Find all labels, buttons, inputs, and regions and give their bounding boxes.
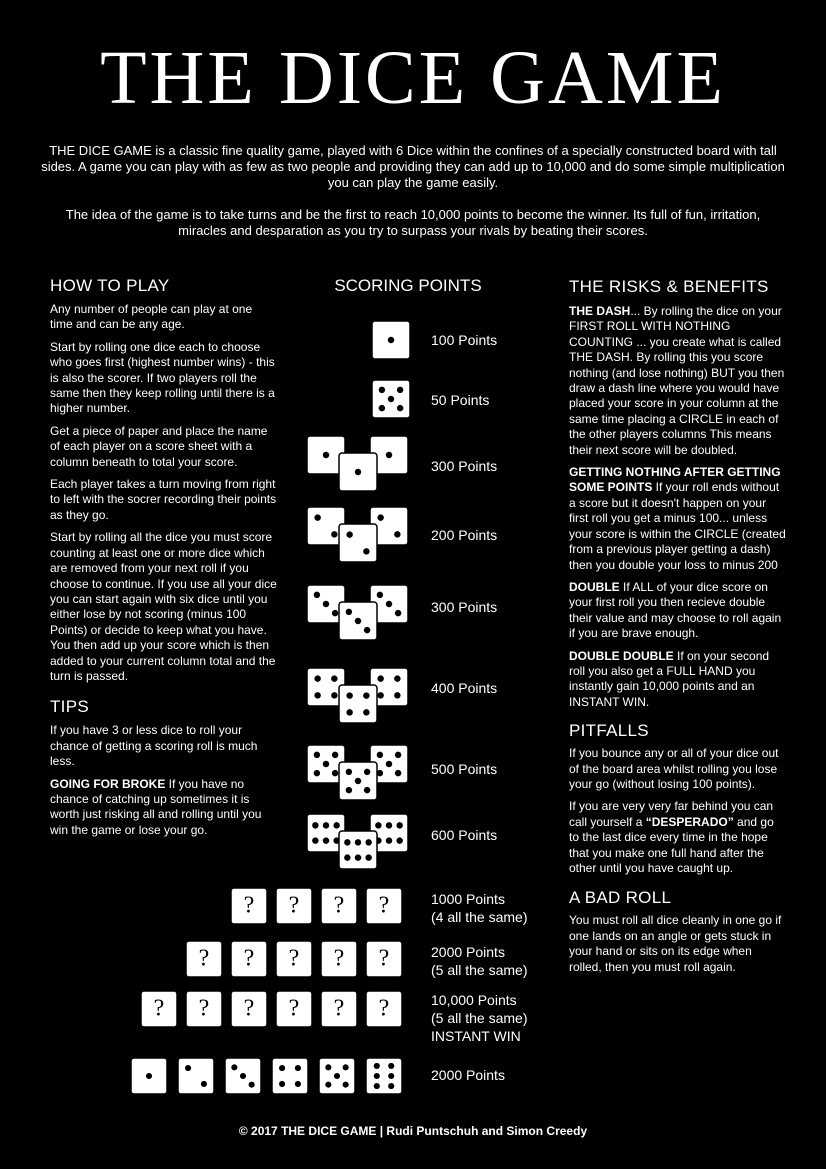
footer-copyright: © 2017 THE DICE GAME | Rudi Puntschuh and Simon Creedy xyxy=(238,1124,588,1138)
question-die-5-4 xyxy=(366,941,402,977)
die-pip xyxy=(364,769,370,775)
die-pip xyxy=(355,469,361,475)
straight-die-1 xyxy=(131,1058,167,1094)
die-pip xyxy=(386,601,392,607)
intro-paragraph-1: THE DICE GAME is a classic fine quality game, played with 6 Dice within the confines of a specially constructed board with tall sides. A game you can play with as few as two people and providing they can add up to 10,000 and do some simple multiplication you can play the game easily. xyxy=(41,143,785,190)
die-pip xyxy=(395,770,401,776)
die-pip xyxy=(355,778,361,784)
straight-die-3 xyxy=(225,1058,261,1094)
points-2000-note: (5 all the same) xyxy=(431,962,528,978)
die-pip xyxy=(314,752,320,758)
die-pip xyxy=(394,675,400,681)
die-pip xyxy=(397,405,403,411)
question-mark: ? xyxy=(333,892,345,919)
die-pip xyxy=(240,1073,246,1079)
die-pip xyxy=(279,1081,285,1087)
die-pip xyxy=(346,787,352,793)
die-pip xyxy=(395,752,401,758)
points-label-2000-straight: 2000 Points xyxy=(431,1067,505,1083)
page-title: THE DICE GAME xyxy=(100,36,726,120)
question-die-4-2 xyxy=(321,888,357,924)
straight-die-4 xyxy=(272,1058,308,1094)
die-pip xyxy=(323,761,329,767)
how-to-play-p5: Start by rolling all the dice you must score counting at least one or more dice which are removed from your next roll if you choose to continue. If you use all your dice you can start again with six dice until you either lose by not scoring (minus 100 Points) or decide to keep what you have. You then add up your score which is then added to your current column total and the turn is passed. xyxy=(50,530,277,683)
pitfalls-heading: PITFALLS xyxy=(569,721,649,741)
double-double-paragraph xyxy=(569,649,787,711)
points-label-300: 300 Points xyxy=(431,599,498,615)
die-pip xyxy=(363,692,369,698)
die-pip xyxy=(355,854,361,860)
question-mark: ? xyxy=(243,892,255,919)
die-pip xyxy=(395,610,401,616)
die-pip xyxy=(388,1073,394,1079)
die-pip xyxy=(314,592,320,598)
die-pip xyxy=(279,1065,285,1071)
bad-roll-p1: You must roll all dice cleanly in one go if one lands on an angle or gets stuck in your hand or sits on its edge when rolled, then you must roll again. xyxy=(569,913,782,974)
die-pip xyxy=(332,752,338,758)
question-die-6-4 xyxy=(321,991,357,1027)
die-pip xyxy=(344,854,350,860)
getting-nothing-label: GETTING NOTHING AFTER GETTING SOME POINTS xyxy=(569,465,781,495)
die-pip xyxy=(379,387,385,393)
question-die-5-1 xyxy=(231,941,267,977)
bad-roll-heading: A BAD ROLL xyxy=(569,888,672,908)
points-label-50: 50 Points xyxy=(431,392,490,408)
points-label-10000 xyxy=(431,991,527,1045)
die-pip xyxy=(377,592,383,598)
die-pip xyxy=(388,396,394,402)
question-die-6-5 xyxy=(366,991,402,1027)
points-2000-value: 2000 Points xyxy=(431,944,505,960)
question-mark: ? xyxy=(198,995,210,1022)
question-mark: ? xyxy=(378,945,390,972)
die-pip xyxy=(364,627,370,633)
pitfalls-p2-start: If you are very very far behind you can call yourself a xyxy=(569,799,774,829)
die-pip xyxy=(377,675,383,681)
die-pip xyxy=(331,531,337,537)
points-label-600: 600 Points xyxy=(431,827,498,843)
die-pip xyxy=(388,1063,394,1069)
die-pip xyxy=(323,452,329,458)
double-paragraph xyxy=(569,580,787,642)
how-to-play-p2: Start by rolling one dice each to choose who goes first (highest number wins) - this is also the scorer. If two players roll the same then they keep rolling until there is a higher number. xyxy=(50,339,275,416)
points-1000-note: (4 all the same) xyxy=(431,909,528,925)
die-pip xyxy=(323,601,329,607)
die-pip xyxy=(343,1082,349,1088)
die-pip xyxy=(323,837,329,843)
question-die-4-3 xyxy=(366,888,402,924)
question-die-6-0 xyxy=(141,991,177,1027)
die-pip xyxy=(346,531,352,537)
how-to-play-p3: Get a piece of paper and place the name of each player on a score sheet with a column beneath to total your score. xyxy=(50,423,268,469)
question-die-6-3 xyxy=(276,991,312,1027)
die-pip xyxy=(377,514,383,520)
points-label-300-ones: 300 Points xyxy=(431,458,498,474)
die-pip xyxy=(355,618,361,624)
points-label-2000-five xyxy=(431,943,527,979)
die-pip xyxy=(325,1082,331,1088)
die-fours-b xyxy=(339,685,377,723)
question-mark: ? xyxy=(288,945,300,972)
die-sixes-b xyxy=(339,831,377,869)
die-pip xyxy=(363,548,369,554)
die-fives-b xyxy=(339,762,377,800)
die-pip xyxy=(333,822,339,828)
die-pip xyxy=(364,787,370,793)
die-pip xyxy=(314,770,320,776)
points-label-400: 400 Points xyxy=(431,680,498,696)
double-double-text: If on your second roll you also get a FULL HAND you instantly gain 10,000 points and an INSTANT WIN. xyxy=(569,648,770,709)
going-for-broke-text: If you have no chance of catching up sometimes it is worth just risking all and rolling until you win the game or lose your go. xyxy=(50,776,262,837)
die-pip xyxy=(379,405,385,411)
points-label-1000 xyxy=(431,890,527,926)
question-die-6-2 xyxy=(231,991,267,1027)
straight-die-6 xyxy=(366,1058,402,1094)
die-pip xyxy=(323,822,329,828)
die-pip xyxy=(377,692,383,698)
pitfalls-p2-end: and go to the last dice every time in the hope that you make one full hand after the other until you have caught up. xyxy=(569,814,774,875)
die-pip xyxy=(201,1081,207,1087)
die-pip xyxy=(396,837,402,843)
question-mark: ? xyxy=(288,892,300,919)
question-mark: ? xyxy=(378,995,390,1022)
die-pip xyxy=(312,837,318,843)
double-label: DOUBLE xyxy=(569,579,620,594)
die-pip xyxy=(386,837,392,843)
question-mark: ? xyxy=(198,945,210,972)
die-pip xyxy=(365,839,371,845)
die-pip xyxy=(374,1073,380,1079)
die-ones-b xyxy=(339,453,377,491)
die-pip xyxy=(344,839,350,845)
die-pip xyxy=(365,854,371,860)
die-pip xyxy=(146,1073,152,1079)
question-mark: ? xyxy=(243,945,255,972)
die-pip xyxy=(397,387,403,393)
die-pip xyxy=(375,822,381,828)
die-pip xyxy=(295,1081,301,1087)
how-to-play-heading: HOW TO PLAY xyxy=(50,276,170,295)
points-10000-note: (5 all the same) xyxy=(431,1010,528,1026)
die-pip xyxy=(314,692,320,698)
points-1000-value: 1000 Points xyxy=(431,891,505,907)
getting-nothing-text: If your roll ends without a score but it doesn't happen on your first roll you get a minus 100... unless your score is within the CIRCLE (created from a previous player getting a dash) then you double your loss to minus 200 xyxy=(569,480,786,572)
getting-nothing-paragraph xyxy=(569,465,787,573)
tips-heading: TIPS xyxy=(50,697,89,717)
question-mark: ? xyxy=(333,945,345,972)
die-pip xyxy=(388,1083,394,1089)
points-label-500: 500 Points xyxy=(431,761,498,777)
going-for-broke-label: GOING FOR BROKE xyxy=(50,776,166,791)
points-10000-instant-win: INSTANT WIN xyxy=(431,1028,521,1044)
the-dash-paragraph xyxy=(569,304,787,458)
question-die-5-2 xyxy=(276,941,312,977)
die-threes-b xyxy=(339,602,377,640)
die-pip xyxy=(314,675,320,681)
die-pip xyxy=(394,692,400,698)
die-pip xyxy=(334,1073,340,1079)
question-die-5-0 xyxy=(186,941,222,977)
tips-p1: If you have 3 or less dice to roll your chance of getting a scoring roll is much less. xyxy=(50,723,258,769)
pitfalls-p2 xyxy=(569,799,787,876)
die-pip xyxy=(249,1082,255,1088)
die-pip xyxy=(374,1063,380,1069)
question-mark: ? xyxy=(243,995,255,1022)
die-one xyxy=(372,321,410,359)
points-label-200: 200 Points xyxy=(431,527,498,543)
die-pip xyxy=(312,822,318,828)
straight-die-2 xyxy=(178,1058,214,1094)
question-die-4-0 xyxy=(231,888,267,924)
die-pip xyxy=(332,770,338,776)
die-pip xyxy=(331,692,337,698)
die-pip xyxy=(346,609,352,615)
question-mark: ? xyxy=(333,995,345,1022)
question-mark: ? xyxy=(153,995,165,1022)
die-pip xyxy=(231,1064,237,1070)
desperado-label: “DESPERADO” xyxy=(645,814,734,829)
die-pip xyxy=(396,822,402,828)
die-pip xyxy=(314,514,320,520)
risks-heading: THE RISKS & BENEFITS xyxy=(569,277,769,296)
die-pip xyxy=(394,531,400,537)
die-pip xyxy=(374,1083,380,1089)
intro-paragraph-2: The idea of the game is to take turns and be the first to reach 10,000 points to become the winner. Its full of fun, irritation, miracles and desparation as you try to surpass your rivals by beating their scores. xyxy=(65,207,761,238)
double-text: If ALL of your dice score on your first roll you then recieve double their value and may choose to roll again if you are brave enough. xyxy=(569,579,782,641)
die-twos-b xyxy=(339,524,377,562)
die-pip xyxy=(332,610,338,616)
question-mark: ? xyxy=(378,892,390,919)
question-die-5-3 xyxy=(321,941,357,977)
pitfalls-p1: If you bounce any or all of your dice out of the board area whilst rolling you lose your go (without losing 100 points). xyxy=(569,746,779,791)
question-mark: ? xyxy=(288,995,300,1022)
die-pip xyxy=(355,839,361,845)
double-double-label: DOUBLE DOUBLE xyxy=(569,648,674,663)
die-pip xyxy=(386,761,392,767)
die-pip xyxy=(295,1065,301,1071)
die-pip xyxy=(386,822,392,828)
die-pip xyxy=(386,452,392,458)
die-pip xyxy=(388,337,394,343)
die-pip xyxy=(331,675,337,681)
the-dash-text: ... By rolling the dice on your FIRST ROLL WITH NOTHING COUNTING ... you create what is called THE DASH. By rolling this you score nothing (and lose nothing) BUT you then draw a dash line where you would have placed your score in your column at the same time placing a CIRCLE in each of the other players columns This means their next score will be doubled. xyxy=(569,304,785,457)
question-die-4-1 xyxy=(276,888,312,924)
die-pip xyxy=(185,1065,191,1071)
risks-column xyxy=(569,277,787,982)
die-pip xyxy=(346,709,352,715)
die-pip xyxy=(346,692,352,698)
points-label-100: 100 Points xyxy=(431,332,498,348)
die-pip xyxy=(325,1064,331,1070)
straight-die-5 xyxy=(319,1058,355,1094)
die-pip xyxy=(363,709,369,715)
die-five xyxy=(372,380,410,418)
scoring-heading: SCORING POINTS xyxy=(334,276,482,295)
die-pip xyxy=(346,769,352,775)
die-pip xyxy=(377,752,383,758)
points-10000-value: 10,000 Points xyxy=(431,992,517,1008)
how-to-play-p1: Any number of people can play at one time and can be any age. xyxy=(50,302,253,332)
die-pip xyxy=(343,1064,349,1070)
how-to-play-p4: Each player takes a turn moving from right to left with the socrer recording their points as they go. xyxy=(50,477,277,522)
the-dash-label: THE DASH xyxy=(569,304,631,318)
question-die-6-1 xyxy=(186,991,222,1027)
